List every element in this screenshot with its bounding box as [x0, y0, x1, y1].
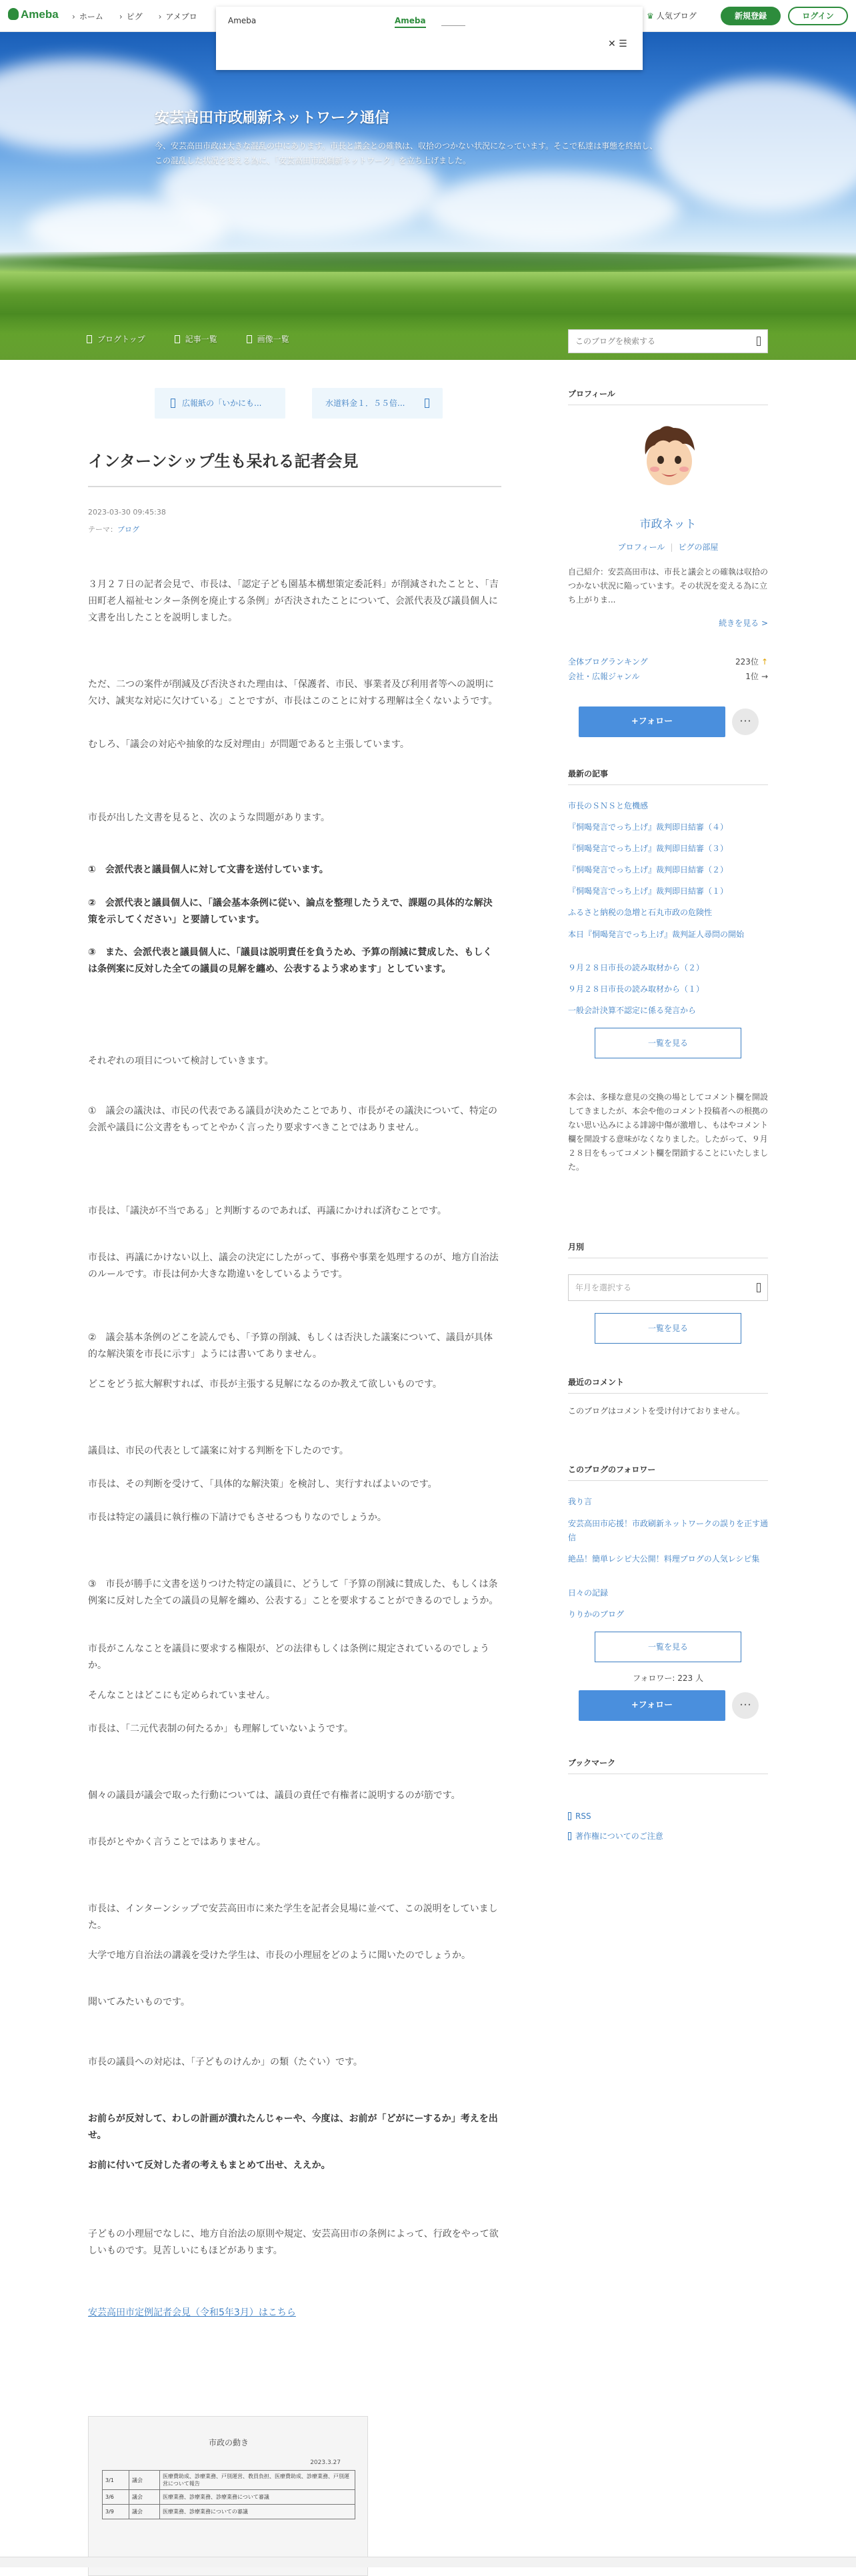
- nav-ameblo[interactable]: › アメブロ: [159, 11, 197, 22]
- chevron-down-icon: [757, 1283, 761, 1292]
- trend-up-icon: ↑: [761, 657, 768, 666]
- trend-flat-icon: →: [761, 672, 768, 681]
- month-select[interactable]: [568, 1274, 768, 1301]
- recent-list-button[interactable]: 一覧を見る: [595, 1028, 741, 1058]
- popular-label: 人気ブログ: [656, 11, 697, 21]
- entry-title: インターンシップ生も呆れる記者会見: [88, 448, 501, 487]
- entry-paragraph: 個々の議員が議会で取った行動については、議員の責任で有権者に説明するのが筋です。: [88, 1790, 461, 1801]
- entry-paragraph: 市長の議員への対応は、「子どものけんか」の類（たぐい）です。: [88, 2057, 363, 2067]
- theme-label: テーマ：: [88, 525, 117, 534]
- rss-icon: [568, 1812, 571, 1820]
- recent-comments-heading: 最近のコメント: [568, 1376, 768, 1394]
- image-doc-table: [102, 2470, 355, 2519]
- recent-entry-link[interactable]: 『恫喝発言でっち上げ』裁判即日結審（２）: [568, 865, 729, 874]
- rank-all-value: [735, 656, 768, 667]
- search-icon[interactable]: [757, 337, 761, 346]
- comment-notice: 本会は、多様な意見の交換の場としてコメント欄を開設してきましたが、本会や他のコメント投稿者への根拠のない思い込みによる誹謗中傷が激増し、もはやコメント欄を開設する意味がなくなりました。したがって、９月２８日をもってコメント欄を閉鎖することにいたしました。: [568, 1092, 769, 1172]
- nav-blog-top[interactable]: [87, 333, 145, 345]
- theme-link[interactable]: ブログ: [117, 525, 139, 534]
- entry-paragraph: ３月２７日の記者会見で、市長は、「認定子ども園基本構想策定委託料」が削減されたことと、「吉田町老人福祉センター条例を廃止する条例」が否決されたことについて、会派代表及び議員個人に文書を出したことを説明しました。: [88, 579, 499, 623]
- avatar-icon: [636, 420, 703, 493]
- entry-paragraph: ③ 市長が勝手に文書を送りつけた特定の議員に、どうして「予算の削減に賛成した、もしくは条例案に反対した全ての議員の見解を纏め、公表する」ことを要求することができるのでしょうか。: [88, 1579, 499, 1606]
- blog-search: [568, 329, 768, 353]
- table-cell: 議会: [129, 2505, 160, 2519]
- pigg-room-link[interactable]: ピグの部屋: [678, 543, 719, 552]
- entry-paragraph: 大学で地方自治法の講義を受けた学生は、市長の小理屈をどのように聞いたのでしょうか。: [88, 1950, 471, 1961]
- signup-button[interactable]: 新規登録: [721, 7, 781, 25]
- rank-value: 223位: [735, 657, 759, 666]
- recent-entry-link[interactable]: 『恫喝発言でっち上げ』裁判即日結審（１）: [568, 886, 729, 896]
- entry-paragraph: ① 議会の議決は、市民の代表である議員が決めたことであり、市長がその議決について、特定の会派や議員に公文書をもってとやかく言ったり要求すべきことではありません。: [88, 1106, 497, 1133]
- press-conference-link[interactable]: 安芸高田市定例記者会見（令和5年3月）はこちら: [88, 2307, 296, 2318]
- follower-link[interactable]: 日々の記録: [568, 1588, 609, 1598]
- monthly-heading: 月別: [568, 1241, 768, 1258]
- entry-paragraph: 市長は、「二元代表制の何たるか」も理解していないようです。: [88, 1724, 353, 1734]
- ad-brand: Ameba: [228, 16, 257, 25]
- prev-entry-link[interactable]: [155, 388, 285, 419]
- table-row: [103, 2505, 355, 2519]
- entry-paragraph: お前らが反対して、わしの計画が潰れたんじゃーや、今度は、お前が「どがにーするか」考えを出せ。: [88, 2113, 498, 2141]
- recent-entry-link[interactable]: 本日『恫喝発言でっち上げ』裁判証人尋問の開始: [568, 930, 745, 939]
- cloud-decoration: [0, 59, 200, 152]
- entry-paragraph: 市長がこんなことを議員に要求する権限が、どの法律もしくは条例に規定されているのでしょうか。: [88, 1644, 489, 1671]
- followers-list-button[interactable]: 一覧を見る: [595, 1632, 741, 1662]
- entry-list-icon: [175, 335, 180, 343]
- table-row: [103, 2471, 355, 2490]
- entry-paragraph: 市長は、その判断を受けて、「具体的な解決策」を検討し、実行すればよいのです。: [88, 1479, 437, 1490]
- chevron-right-icon: [425, 399, 429, 408]
- table-row: [103, 2490, 355, 2505]
- profile-links: [568, 541, 768, 553]
- table-cell: 医療費助成、診療業務、戸別運営、教員負担、医療費助成、診療業務、戸別運営について報告: [160, 2471, 355, 2490]
- bottom-bar: [0, 2557, 856, 2567]
- month-select-value: 年月を選択する: [575, 1283, 632, 1292]
- ad-divider: [441, 25, 465, 26]
- blog-nav: [0, 319, 856, 360]
- follower-link[interactable]: 安芸高田市応援！市政刷新ネットワークの誤りを正す通信: [568, 1519, 769, 1542]
- recent-entry-link[interactable]: 『恫喝発言でっち上げ』裁判即日結審（４）: [568, 822, 729, 832]
- entry-paragraph: 聞いてみたいものです。: [88, 1997, 190, 2007]
- entry-theme: [88, 524, 139, 535]
- followers-heading: このブログのフォロワー: [568, 1464, 768, 1481]
- rank-genre-label[interactable]: 会社・広報ジャンル: [568, 672, 640, 681]
- nav-pigg[interactable]: › ピグ: [119, 11, 143, 22]
- profile-intro: 自己紹介：安芸高田市は、市長と議会との確執は収拾のつかない状況に陥っています。その状況を変える為に立ち上がりま...: [568, 567, 769, 605]
- table-cell: 議会: [129, 2471, 160, 2490]
- next-entry-label: 水道料金１．５５倍...: [325, 399, 405, 408]
- follower-count: フォロワー: 223 人: [633, 1674, 703, 1683]
- profile-link[interactable]: プロフィール: [617, 543, 665, 552]
- more-options-button[interactable]: ･･･: [732, 708, 759, 735]
- table-cell: 医療業務、診療業務、診療業務について審議: [160, 2490, 355, 2505]
- follower-link[interactable]: りりかのブログ: [568, 1610, 625, 1619]
- tree-line-decoration: [0, 252, 856, 272]
- table-cell: 議会: [129, 2490, 160, 2505]
- document-icon: [568, 1832, 571, 1840]
- entry-paragraph: むしろ、「議会の対応や抽象的な反対理由」が問題であると主張しています。: [88, 739, 409, 750]
- ameba-logo[interactable]: [8, 8, 59, 21]
- ranking-box: [568, 656, 768, 685]
- entry-paragraph: 市長は、インターンシップで安芸高田市に来た学生を記者会見場に並べて、この説明をしていました。: [88, 1904, 498, 1931]
- recent-entry-link[interactable]: ふるさと納税の急増と石丸市政の危険性: [568, 908, 713, 917]
- entry-paragraph: 市長がとやかく言うことではありません。: [88, 1837, 266, 1848]
- table-cell: 3/9: [103, 2505, 129, 2519]
- continue-link[interactable]: 続きを見る >: [719, 619, 768, 628]
- entry-paragraph: 子どもの小理屈でなしに、地方自治法の原則や規定、安芸高田市の条例によって、行政をやって欲しいものです。見苦しいにもほどがあります。: [88, 2229, 499, 2256]
- cloud-decoration: [653, 79, 856, 212]
- ad-banner[interactable]: [216, 7, 643, 70]
- follower-link[interactable]: 絶品！簡単レシピ大公開！料理ブログの人気レシピ集: [568, 1554, 760, 1564]
- global-nav: [72, 11, 197, 22]
- copyright-label: 著作権についてのご注意: [575, 1832, 663, 1841]
- rank-row: [568, 670, 768, 685]
- avatar[interactable]: [636, 420, 703, 493]
- ad-link[interactable]: Ameba: [395, 16, 426, 28]
- follower-link[interactable]: 我り言: [568, 1497, 593, 1506]
- blog-description: 今、安芸高田市政は大きな混乱の中にあります。市長と議会との確執は、収拾のつかない状況になっています。そこで私達は事態を終結し、この混乱した状況を変える為に、「安芸高田市政刷新ネットワーク」を立ち上げました。: [155, 141, 658, 165]
- entry-document-image[interactable]: [88, 2416, 368, 2576]
- profile-name[interactable]: 市政ネット: [639, 518, 697, 531]
- bookmark-heading: ブックマーク: [568, 1757, 768, 1774]
- nav-image-list[interactable]: [247, 333, 289, 345]
- blog-top-icon: [87, 335, 92, 343]
- ameba-frog-icon: [8, 8, 19, 20]
- recent-entry-link[interactable]: 『恫喝発言でっち上げ』裁判即日結審（３）: [568, 844, 729, 853]
- rank-value: 1位: [745, 672, 759, 681]
- nav-entry-list[interactable]: [175, 333, 217, 345]
- entry-paragraph: それぞれの項目について検討していきます。: [88, 1056, 274, 1066]
- more-options-button-2[interactable]: ･･･: [732, 1692, 759, 1719]
- next-entry-link[interactable]: [312, 388, 443, 419]
- entry-paragraph: 市長が出した文書を見ると、次のような問題があります。: [88, 812, 330, 823]
- entry-paragraph: ③ また、会派代表と議員個人に、「議員は説明責任を負うため、予算の削減に賛成した、もしくは条例案に反対した全ての議員の見解を纏め、公表するよう求めます」としています。: [88, 947, 493, 974]
- crown-icon: ♛: [647, 11, 654, 21]
- blog-title[interactable]: 安芸高田市政刷新ネットワーク通信: [155, 110, 390, 127]
- logo-text: Ameba: [21, 8, 59, 21]
- rss-link[interactable]: [568, 1812, 591, 1821]
- entry-paragraph: 市長は、再議にかけない以上、議会の決定にしたがって、事務や事業を処理するのが、地方自治法のルールです。市長は何か大きな勘違いをしているようです。: [88, 1252, 499, 1280]
- entry-paragraph: ただ、二つの案件が削減及び否決された理由は、「保護者、市民、事業者及び利用者等への説明に欠け、誠実な対応に欠けている」ことですが、市長はこのことに対する理解は全くないようです。: [88, 679, 498, 706]
- entry-paragraph: どこをどう拡大解釈すれば、市長が主張する見解になるのか教えて欲しいものです。: [88, 1379, 442, 1390]
- cloud-decoration: [27, 199, 227, 259]
- entry-paragraph: 市長は、「議決が不当である」と判断するのであれば、再議にかければ済むことです。: [88, 1206, 447, 1216]
- entry-paragraph: そんなことはどこにも定められていません。: [88, 1690, 275, 1701]
- recent-entry-link[interactable]: ９月２８日市長の読み取材から（２）: [568, 963, 705, 972]
- recent-entry-link[interactable]: 一般会計決算不認定に係る発言から: [568, 1006, 697, 1015]
- nav-home[interactable]: › ホーム: [72, 11, 103, 22]
- table-cell: 3/1: [103, 2471, 129, 2490]
- blog-header-hero: [0, 32, 856, 360]
- rank-all-label[interactable]: 全体ブログランキング: [568, 657, 648, 666]
- copyright-link[interactable]: [568, 1830, 663, 1842]
- follow-button[interactable]: +フォロー: [579, 706, 725, 737]
- entry-paragraph: ① 会派代表と議員個人に対して文書を送付しています。: [88, 864, 329, 875]
- prev-entry-label: 広報紙の「いかにも...: [182, 399, 262, 408]
- entry-paragraph: ② 議会基本条例のどこを読んでも、「予算の削減、もしくは否決した議案について、議員が具体的な解決策を市長に示す」ようには書いてありません。: [88, 1332, 493, 1360]
- blog-search-input[interactable]: [569, 330, 742, 353]
- entry-paragraph: 市長は特定の議員に執行権の下請けでもさせるつもりなのでしょうか。: [88, 1512, 387, 1523]
- nav-label: ブログトップ: [97, 335, 145, 344]
- table-cell: 医療業務、診療業務についての審議: [160, 2505, 355, 2519]
- recent-entries-heading: 最新の記事: [568, 768, 768, 785]
- no-comments-text: このブログはコメントを受け付けておりません。: [568, 1406, 745, 1416]
- entry-paragraph: ② 会派代表と議員個人に、「議会基本条例に従い、論点を整理したうえで、課題の具体的な解決策を示してください」と要請しています。: [88, 898, 493, 925]
- rank-row: [568, 656, 768, 670]
- cloud-decoration: [427, 172, 680, 245]
- recent-entry-link[interactable]: ９月２８日市長の読み取材から（１）: [568, 984, 705, 994]
- image-doc-title: 市政の動き: [208, 2438, 249, 2447]
- recent-entry-link[interactable]: 市長のＳＮＳと危機感: [568, 801, 649, 810]
- image-list-icon: [247, 335, 252, 343]
- ad-close-icon[interactable]: ✕ ☰: [608, 39, 627, 49]
- chevron-left-icon: [171, 399, 175, 408]
- image-doc-date: 2023.3.27: [310, 2459, 341, 2466]
- entry-date: 2023-03-30 09:45:38: [88, 508, 166, 517]
- table-cell: 3/6: [103, 2490, 129, 2505]
- entry-paragraph: お前に付いて反対した者の考えもまとめて出せ、ええか。: [88, 2160, 331, 2171]
- entry-paragraph: 議員は、市民の代表として議案に対する判断を下したのです。: [88, 1446, 349, 1456]
- monthly-list-button[interactable]: 一覧を見る: [595, 1313, 741, 1344]
- nav-label: 画像一覧: [257, 335, 289, 344]
- profile-heading: プロフィール: [568, 388, 768, 405]
- nav-label: 記事一覧: [185, 335, 217, 344]
- login-button[interactable]: ログイン: [788, 7, 848, 25]
- rank-genre-value: [745, 670, 768, 682]
- rss-label: RSS: [575, 1812, 591, 1821]
- popular-blog-link[interactable]: [647, 10, 697, 21]
- follow-button-2[interactable]: +フォロー: [579, 1690, 725, 1721]
- link-separator: |: [670, 543, 673, 552]
